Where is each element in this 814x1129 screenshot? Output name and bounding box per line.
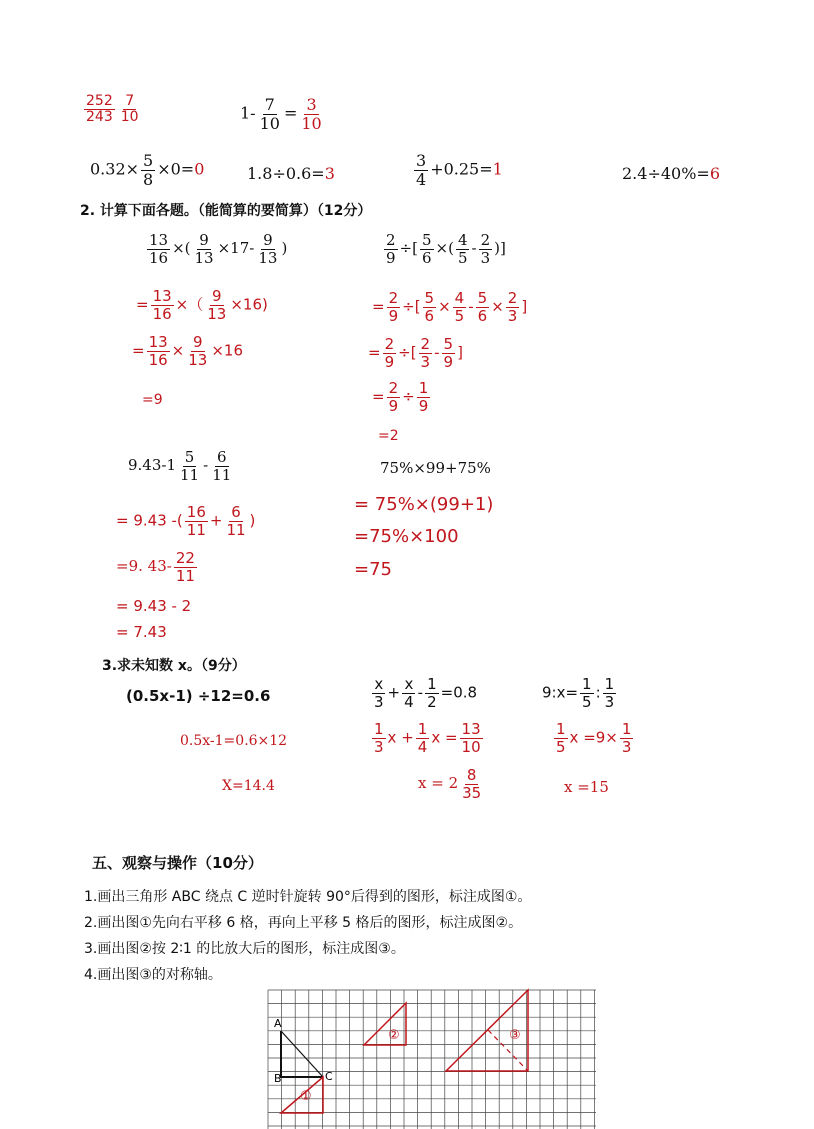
- p4-step2: =75%×100: [354, 526, 459, 547]
- e2-result: x = 2 $\frac{8}{35}$: [418, 766, 482, 802]
- p2-step2: = $\frac{2}{9}$ ÷[ $\frac{2}{3}$ - $\frac{5}{9}$ ]: [368, 335, 463, 371]
- triangle-abc-hypotenuse: [281, 1031, 323, 1077]
- label-figure-1: ①: [300, 1089, 312, 1104]
- instruction-4: 4.画出图③的对称轴。: [84, 967, 222, 983]
- oral-calc-b: 1.8÷0.6=3: [247, 164, 335, 183]
- p4-question: 75%×99+75%: [380, 459, 491, 477]
- p2-question: $\frac{2}{9}$ ÷[ $\frac{5}{6}$ ×( $\frac{4}{5}$ - $\frac{2}{3}$ )]: [386, 231, 506, 267]
- instruction-2: 2.画出图①先向右平移 6 格，再向上平移 5 格后的图形，标注成图②。: [84, 915, 523, 931]
- p3-step2: =9. 43- $\frac{22}{11}$: [116, 549, 195, 585]
- label-a: A: [274, 1017, 282, 1030]
- oral-calc-a: 0.32× $\frac{5}{8}$ ×0=0: [90, 151, 205, 189]
- e3-question: 9:x= $\frac{1}{5}$ : $\frac{1}{3}$: [542, 675, 615, 711]
- e1-question: (0.5x-1) ÷12=0.6: [126, 687, 271, 705]
- p3-question: 9.43-1 $\frac{5}{11}$ - $\frac{6}{11}$: [128, 448, 232, 484]
- section5-heading: 五、观察与操作（10分）: [92, 854, 263, 872]
- section3-heading: 3.求未知数 x。（9分）: [102, 658, 246, 674]
- p3-step3: = 9.43 - 2: [116, 597, 192, 615]
- p3-step1: = 9.43 -( $\frac{16}{11}$ + $\frac{6}{11}$ ): [116, 503, 256, 539]
- label-c: C: [325, 1070, 333, 1083]
- p4-step1: = 75%×(99+1): [354, 494, 494, 515]
- section2-heading: 2. 计算下面各题。（能简算的要简算）（12分）: [80, 203, 372, 219]
- p3-result: = 7.43: [116, 623, 167, 641]
- figure-2-triangle: [364, 1003, 406, 1045]
- answer-fraction-1: $\frac{252}{243}$ $\frac{7}{10}$: [86, 93, 139, 126]
- p2-result: =2: [378, 428, 399, 444]
- e3-result: x =15: [564, 778, 609, 796]
- e2-step1: $\frac{1}{3}$ x + $\frac{1}{4}$ x = $\frac{13}{10}$: [374, 720, 481, 756]
- instruction-3: 3.画出图②按 2∶1 的比放大后的图形，标注成图③。: [84, 941, 405, 957]
- p1-question: $\frac{13}{16}$ ×( $\frac{9}{13}$ ×17- $\frac{9}{13}$ ): [149, 231, 288, 267]
- label-figure-2: ②: [388, 1028, 400, 1043]
- label-b: B: [274, 1072, 282, 1085]
- p4-result: =75: [354, 559, 392, 580]
- e3-step1: $\frac{1}{5}$ x =9× $\frac{1}{3}$: [556, 720, 632, 756]
- grid-lines: [268, 990, 596, 1129]
- e2-question: $\frac{x}{3}$ + $\frac{x}{4}$ - $\frac{1}{2}$ =0.8: [374, 675, 478, 711]
- oral-calc-c: $\frac{3}{4}$ +0.25=1: [416, 151, 503, 189]
- oral-calc-d: 2.4÷40%=6: [622, 164, 721, 183]
- p1-step1: = $\frac{13}{16}$ ×（ $\frac{9}{13}$ ×16): [136, 287, 268, 323]
- p1-step2: = $\frac{13}{16}$ × $\frac{9}{13}$ ×16: [132, 333, 243, 369]
- e1-step1: 0.5x-1=0.6×12: [180, 733, 288, 749]
- p2-step3: = $\frac{2}{9}$ ÷ $\frac{1}{9}$: [372, 379, 429, 415]
- p1-result: =9: [142, 392, 163, 408]
- symmetry-axis: [488, 1030, 528, 1071]
- instruction-1: 1.画出三角形 ABC 绕点 C 逆时针旋转 90°后得到的图形，标注成图①。: [84, 889, 532, 905]
- label-figure-3: ③: [509, 1028, 521, 1043]
- equation-1-minus-fraction: 1- $\frac{7}{10}$ = $\frac{3}{10}$: [240, 95, 322, 133]
- p2-step1: = $\frac{2}{9}$ ÷[ $\frac{5}{6}$ × $\frac{4}{5}$ - $\frac{5}{6}$ × $\frac{2}{3}$ ]: [372, 289, 528, 325]
- e1-result: X=14.4: [222, 778, 275, 794]
